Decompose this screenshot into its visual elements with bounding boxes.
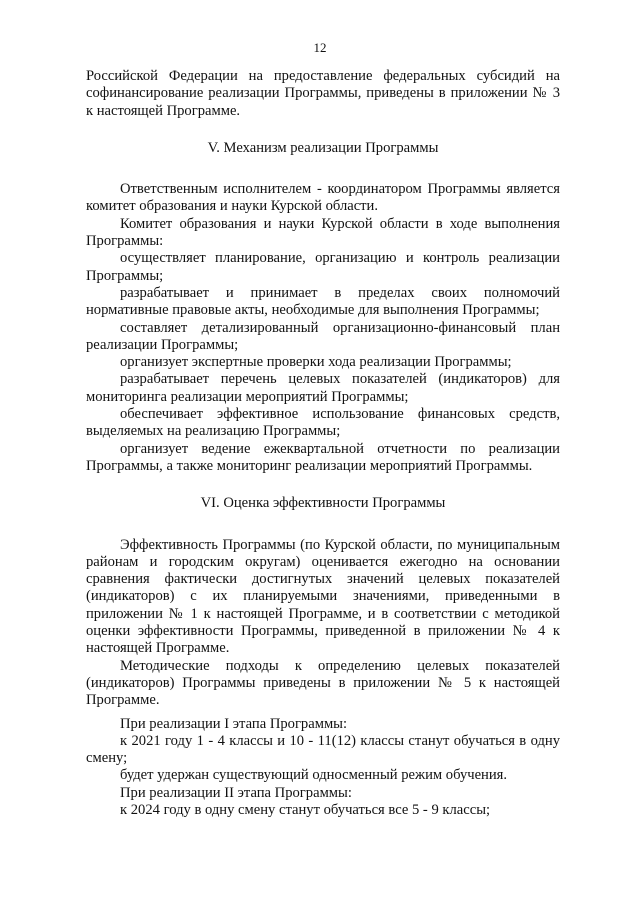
section-5-heading: V. Механизм реализации Программы <box>207 139 439 156</box>
section-5-paragraph: обеспечивает эффективное использование финансовых средств, выделяемых на реализацию Программы; <box>86 406 560 440</box>
section-6-paragraph: При реализации II этапа Программы: <box>120 784 352 801</box>
section-6-paragraph: Эффективность Программы (по Курской области, по муниципальным районам и городским округам) оценивается ежегодно на основании сравнения фактически достигнутых значений целевых показателей (индикаторов) с их планируемыми значениями, приведенными в приложении № 1 к настоящей Программе, и в соответствии с методикой оценки эффективности Программы, приведенной в приложении № 4 к настоящей Программе. <box>86 536 560 657</box>
intro-paragraph: Российской Федерации на предоставление федеральных субсидий на софинансирование реализации Программы, приведены в приложении № 3 к настоящей Программе. <box>86 68 560 119</box>
section-5-paragraph: организует экспертные проверки хода реализации Программы; <box>120 354 512 371</box>
section-6-paragraph: к 2021 году 1 - 4 классы и 10 - 11(12) классы станут обучаться в одну смену; <box>86 732 560 767</box>
section-5-paragraph: организует ведение ежеквартальной отчетности по реализации Программы, а также мониторинг реализации мероприятий Программы. <box>86 440 560 474</box>
document-body <box>86 68 560 819</box>
section-6-heading: VI. Оценка эффективности Программы <box>200 495 446 512</box>
section-5-paragraph: составляет детализированный организационно-финансовый план реализации Программы; <box>86 319 560 353</box>
section-6-paragraph: Методические подходы к определению целевых показателей (индикаторов) Программы приведены в приложении № 5 к настоящей Программе. <box>86 657 560 709</box>
section-5-paragraph: Комитет образования и науки Курской области в ходе выполнения Программы: <box>86 215 560 250</box>
page-number: 12 <box>313 40 327 55</box>
section-6-paragraph: При реализации I этапа Программы: <box>120 715 348 732</box>
section-5-paragraph: разрабатывает и принимает в пределах своих полномочий нормативные правовые акты, необходимые для выполнения Программы; <box>86 284 560 319</box>
section-5-paragraph: разрабатывает перечень целевых показателей (индикаторов) для мониторинга реализации мероприятий Программы; <box>86 371 560 405</box>
section-5-paragraph: осуществляет планирование, организацию и контроль реализации Программы; <box>86 250 560 284</box>
section-6-paragraph: будет удержан существующий односменный режим обучения. <box>120 767 508 784</box>
section-6-paragraph: к 2024 году в одну смену станут обучаться все 5 - 9 классы; <box>120 801 491 818</box>
section-5-paragraph: Ответственным исполнителем - координатором Программы является комитет образования и науки Курской области. <box>86 181 560 215</box>
